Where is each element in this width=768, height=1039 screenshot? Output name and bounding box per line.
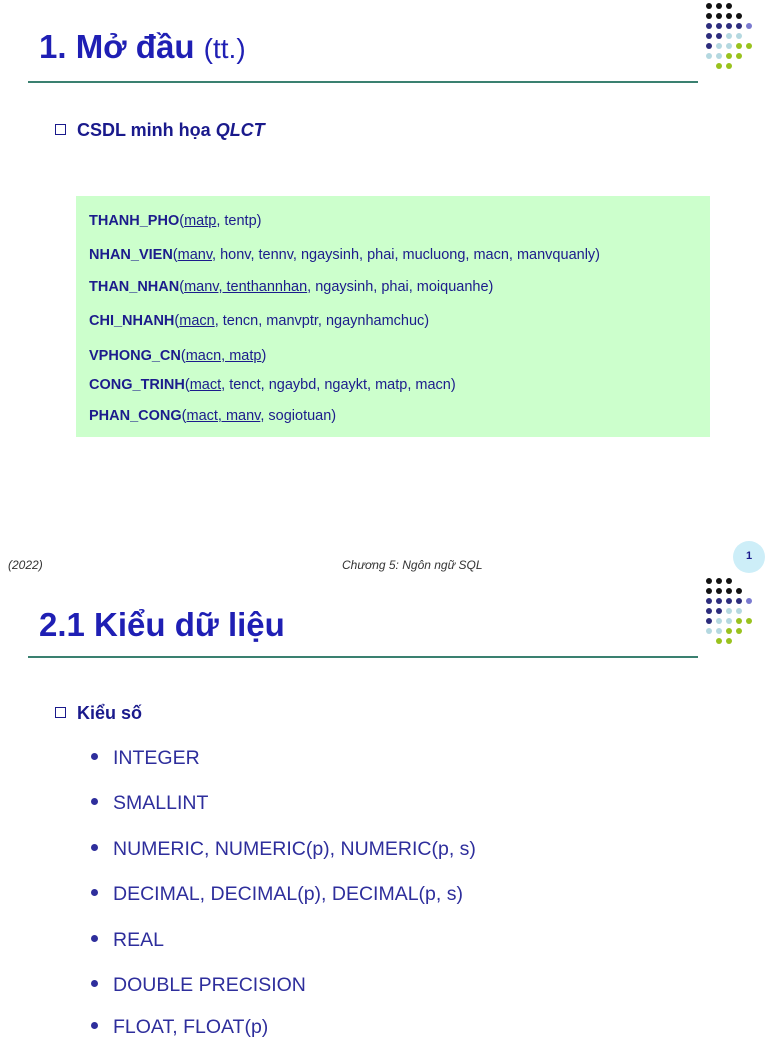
dot (726, 628, 732, 634)
dot (716, 43, 722, 49)
dot (706, 13, 712, 19)
dot (716, 53, 722, 59)
dot (716, 23, 722, 29)
dot (716, 618, 722, 624)
bullet-dot-icon (91, 980, 98, 987)
schema-row: THAN_NHAN(manv, tenthannhan, ngaysinh, phai, moiquanhe) (89, 279, 494, 295)
dot (726, 63, 732, 69)
dot (746, 23, 752, 29)
dot (716, 608, 722, 614)
checkbox-bullet-icon (55, 124, 66, 135)
dot (726, 13, 732, 19)
dot (736, 618, 742, 624)
dot (726, 33, 732, 39)
dot (726, 53, 732, 59)
footer-year: (2022) (8, 558, 43, 572)
dot (716, 578, 722, 584)
list-item: FLOAT, FLOAT(p) (91, 1016, 268, 1039)
bullet-dot-icon (91, 1022, 98, 1029)
dot (706, 43, 712, 49)
schema-row: PHAN_CONG(mact, manv, sogiotuan) (89, 408, 337, 424)
dot (706, 3, 712, 9)
dot (746, 43, 752, 49)
dot (716, 33, 722, 39)
list-item: INTEGER (91, 747, 200, 770)
dot (736, 588, 742, 594)
dot (706, 23, 712, 29)
dot (716, 3, 722, 9)
dot (716, 13, 722, 19)
dot (716, 598, 722, 604)
bullet-heading: CSDL minh họa QLCT (55, 120, 265, 141)
dot (706, 588, 712, 594)
dot (706, 618, 712, 624)
dot (736, 598, 742, 604)
dot (736, 13, 742, 19)
bullet-dot-icon (91, 935, 98, 942)
bullet-dot-icon (91, 889, 98, 896)
list-item: DOUBLE PRECISION (91, 974, 306, 997)
schema-row: VPHONG_CN(macn, matp) (89, 348, 267, 364)
dot (706, 578, 712, 584)
dot (736, 608, 742, 614)
bullet-dot-icon (91, 844, 98, 851)
dot (726, 23, 732, 29)
dot (726, 598, 732, 604)
list-item: NUMERIC, NUMERIC(p), NUMERIC(p, s) (91, 838, 476, 861)
dot (706, 608, 712, 614)
dot (706, 598, 712, 604)
dot (726, 3, 732, 9)
title-divider (28, 656, 698, 658)
bullet-dot-icon (91, 753, 98, 760)
bullet-heading: Kiểu số (55, 703, 142, 724)
dot (746, 618, 752, 624)
slide-title: 1. Mở đầu (tt.) (39, 28, 246, 65)
dot (706, 628, 712, 634)
footer-chapter: Chương 5: Ngôn ngữ SQL (342, 558, 483, 572)
dot (726, 578, 732, 584)
dot (716, 628, 722, 634)
schema-row: THANH_PHO(matp, tentp) (89, 213, 262, 229)
dot (716, 588, 722, 594)
dot (706, 33, 712, 39)
dot (746, 598, 752, 604)
dot (736, 53, 742, 59)
dot (736, 33, 742, 39)
dot (726, 43, 732, 49)
title-divider (28, 81, 698, 83)
list-item: DECIMAL, DECIMAL(p), DECIMAL(p, s) (91, 883, 463, 906)
schema-row: CHI_NHANH(macn, tencn, manvptr, ngaynhamchuc) (89, 313, 430, 329)
list-item: SMALLINT (91, 792, 208, 815)
schema-row: NHAN_VIEN(manv, honv, tennv, ngaysinh, phai, mucluong, macn, manvquanly) (89, 247, 600, 263)
bullet-dot-icon (91, 798, 98, 805)
dot (726, 638, 732, 644)
dot (736, 23, 742, 29)
schema-box (76, 196, 710, 437)
dot (716, 638, 722, 644)
schema-row: CONG_TRINH(mact, tenct, ngaybd, ngaykt, matp, macn) (89, 377, 456, 393)
list-item: REAL (91, 929, 164, 952)
dot (736, 628, 742, 634)
dot (716, 63, 722, 69)
slide-2 (0, 568, 768, 1038)
dot (726, 608, 732, 614)
slide-title: 2.1 Kiểu dữ liệu (39, 606, 285, 643)
dot (736, 43, 742, 49)
dot (726, 588, 732, 594)
checkbox-bullet-icon (55, 707, 66, 718)
page-number-badge: 1 (733, 541, 765, 573)
dot (726, 618, 732, 624)
dot (706, 53, 712, 59)
